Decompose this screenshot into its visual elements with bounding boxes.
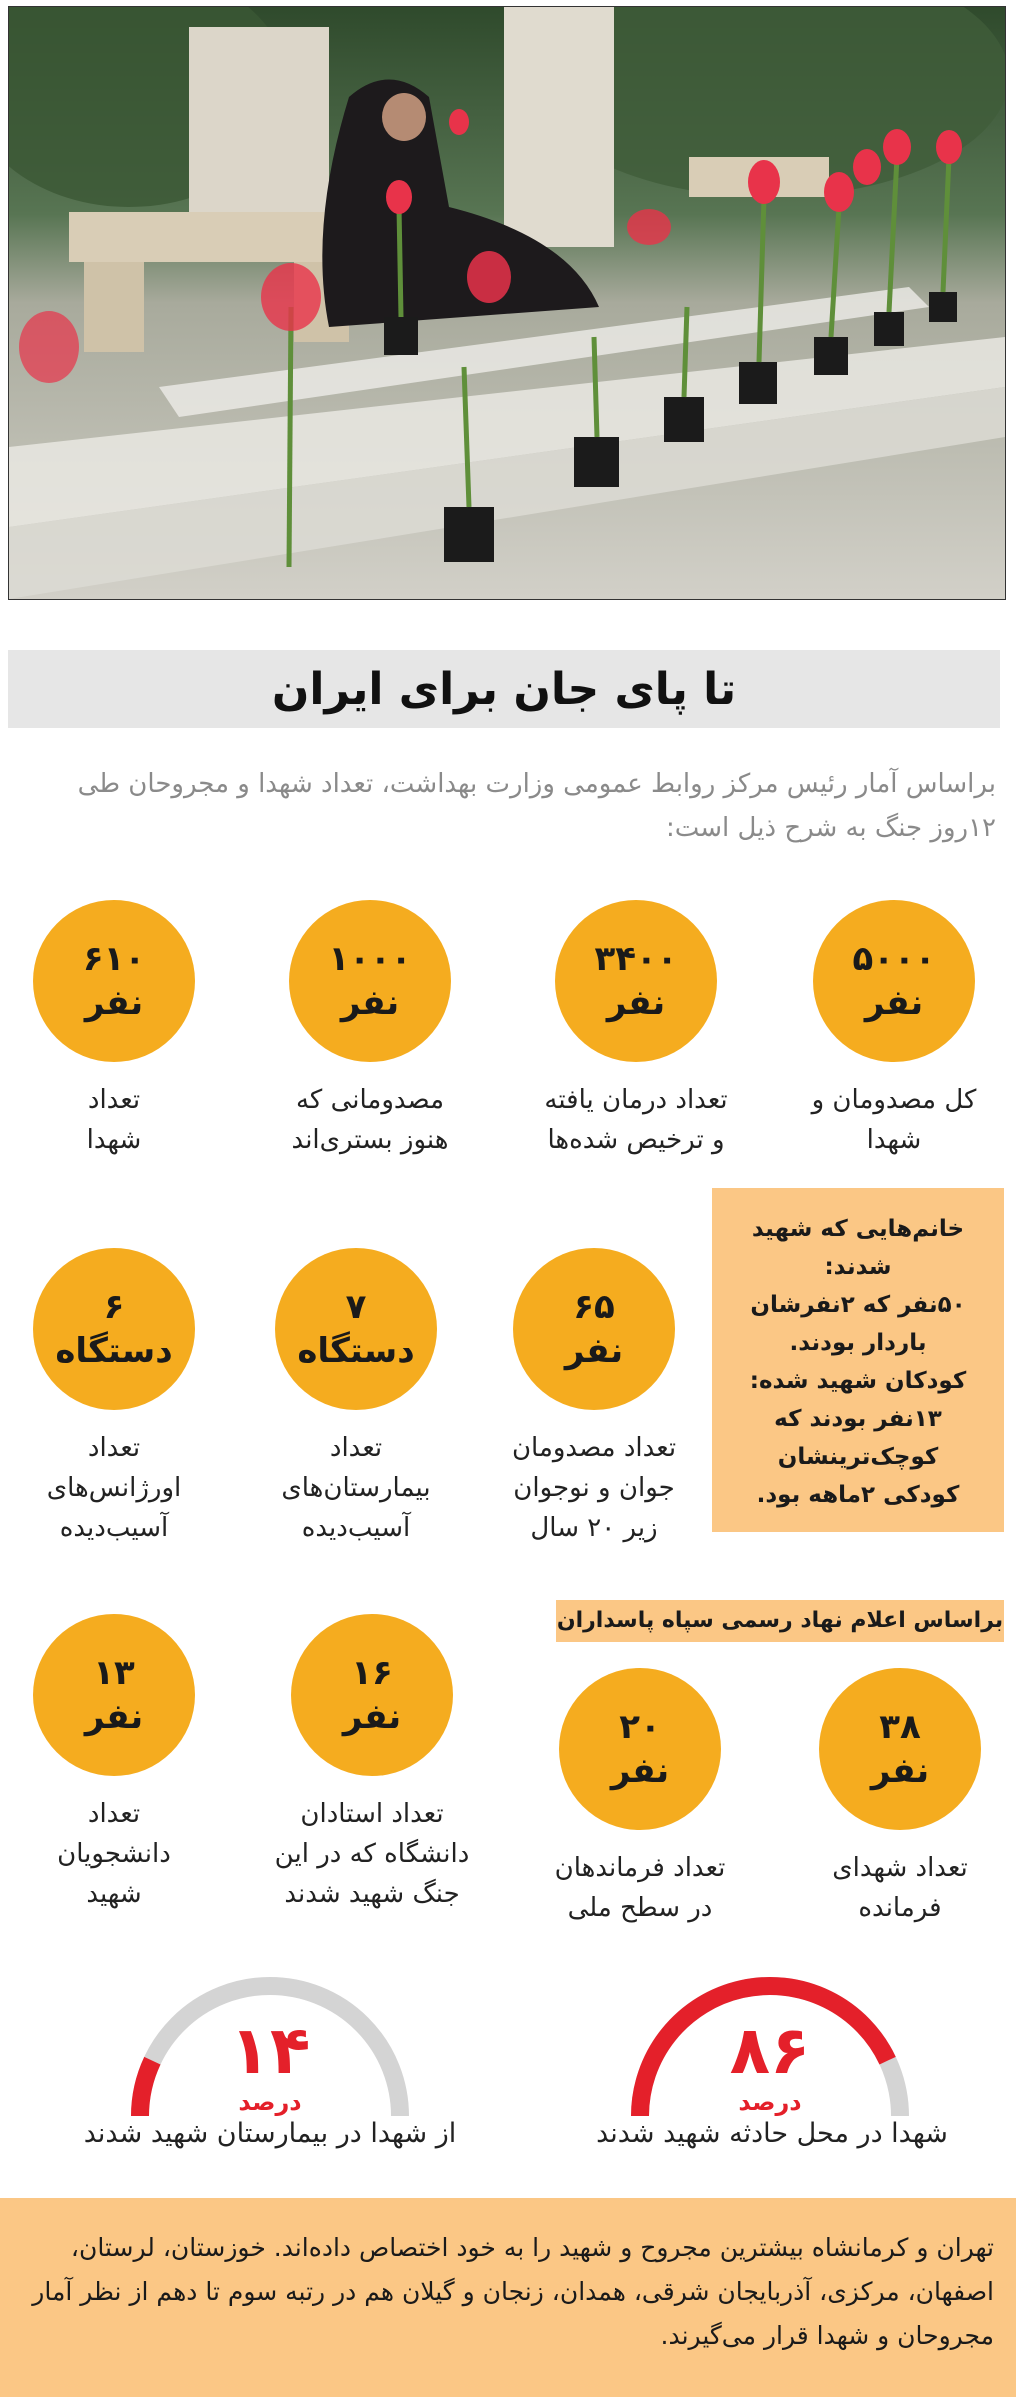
stat-label: تعداد فرماندهان در سطح ملی: [554, 1853, 726, 1923]
footer-note: تهران و کرمانشاه بیشترین مجروح و شهید را به خود اختصاص داده‌اند. خوزستان، لرستان، اصفهان، مرکزی، آذربایجان شرقی، همدان، زنجان و گیلان هم در رتبه سوم تا دهم از نظر آمار مجروحان و شهدا قرار می‌گیرند.: [0, 2198, 1016, 2397]
stat-label: تعداد استادان دانشگاه که در این جنگ شهید شدند: [274, 1799, 470, 1909]
stat-damaged-hospitals: [256, 1248, 456, 1548]
stat-professors: [272, 1614, 472, 1914]
stat-unit: نفر: [564, 1331, 624, 1371]
stat-unit: نفر: [84, 983, 144, 1023]
women-children-box: خانم‌هایی که شهید شدند: ۵۰نفر که ۲نفرشان باردار بودند. کودکان شهید شده: ۱۳نفر بودند که کوچک‌ترینشان کودکی ۲ماهه بود.: [712, 1188, 1004, 1532]
stat-unit: دستگاه: [55, 1331, 173, 1371]
irgc-source-tag: براساس اعلام نهاد رسمی سپاه پاسداران: [556, 1600, 1004, 1642]
stat-students: [14, 1614, 214, 1914]
stat-value: ۳۴۰۰: [594, 939, 678, 979]
intro-text: براساس آمار رئیس مرکز روابط عمومی وزارت بهداشت، تعداد شهدا و مجروحان طی ۱۲روز جنگ به شرح ذیل است:: [77, 769, 996, 843]
stat-circle: [291, 1614, 453, 1776]
gauge-label: از شهدا در بیمارستان شهید شدند: [83, 2118, 457, 2149]
stat-unit: نفر: [340, 983, 400, 1023]
stat-national-commanders: [540, 1668, 740, 1928]
stat-value: ۳۸: [879, 1707, 921, 1747]
hero-photo: [8, 6, 1006, 600]
gauge-value: ۱۴: [229, 2012, 311, 2089]
stat-circle: [555, 900, 717, 1062]
stat-unit: نفر: [342, 1697, 402, 1737]
stat-value: ۶۵: [573, 1287, 615, 1327]
stat-value: ۱۰۰۰: [328, 939, 412, 979]
gauge-label: شهدا در محل حادثه شهید شدند: [596, 2118, 948, 2149]
stat-unit: نفر: [864, 983, 924, 1023]
stat-value: ۱۳: [93, 1653, 135, 1693]
stat-damaged-emergency: [14, 1248, 214, 1548]
stat-value: ۷: [345, 1287, 367, 1327]
stat-label: تعداد شهدای فرمانده: [832, 1853, 968, 1923]
stat-unit: نفر: [606, 983, 666, 1023]
stat-label: تعداد مصدومان جوان و نوجوان زیر ۲۰ سال: [511, 1433, 677, 1543]
stat-circle: [819, 1668, 981, 1830]
stat-circle: [559, 1668, 721, 1830]
gauge-unit: درصد: [738, 2088, 802, 2116]
stat-unit: دستگاه: [297, 1331, 415, 1371]
page-title: تا پای جان برای ایران: [271, 663, 737, 715]
stat-value: ۲۰: [619, 1707, 661, 1747]
stat-label: کل مصدومان و شهدا: [811, 1085, 977, 1155]
stat-unit: نفر: [610, 1751, 670, 1791]
stat-label: تعداد دانشجویان شهید: [57, 1799, 171, 1909]
stat-unit: نفر: [870, 1751, 930, 1791]
stat-value: ۱۶: [351, 1653, 393, 1693]
stat-circle: [275, 1248, 437, 1410]
stat-value: ۶: [103, 1287, 125, 1327]
stat-value: ۵۰۰۰: [852, 939, 936, 979]
stat-circle: [813, 900, 975, 1062]
gauge-unit: درصد: [238, 2088, 302, 2116]
stat-label: تعداد بیمارستان‌های آسیب‌دیده: [281, 1433, 431, 1543]
stat-label: مصدومانی که هنوز بستری‌اند: [291, 1085, 449, 1155]
stat-discharged: [536, 900, 736, 1160]
stat-label: تعداد اورژانس‌های آسیب‌دیده: [46, 1433, 182, 1543]
stat-martyrs: [14, 900, 214, 1160]
stat-commander-martyrs: [800, 1668, 1000, 1928]
stat-total-casualties: [794, 900, 994, 1160]
title-band: [8, 650, 1000, 728]
stat-young-injured: [494, 1248, 694, 1548]
gauge-value: ۸۶: [729, 2012, 811, 2089]
stat-circle: [33, 1614, 195, 1776]
stat-circle: [513, 1248, 675, 1410]
stat-circle: [33, 1248, 195, 1410]
stat-circle: [33, 900, 195, 1062]
stat-label: تعداد درمان یافته و ترخیص شده‌ها: [544, 1085, 728, 1155]
cemetery-illustration: [9, 7, 1005, 599]
stat-hospitalized: [270, 900, 470, 1160]
stat-label: تعداد شهدا: [86, 1085, 142, 1155]
stat-circle: [289, 900, 451, 1062]
stat-value: ۶۱۰: [82, 939, 146, 979]
stat-unit: نفر: [84, 1697, 144, 1737]
